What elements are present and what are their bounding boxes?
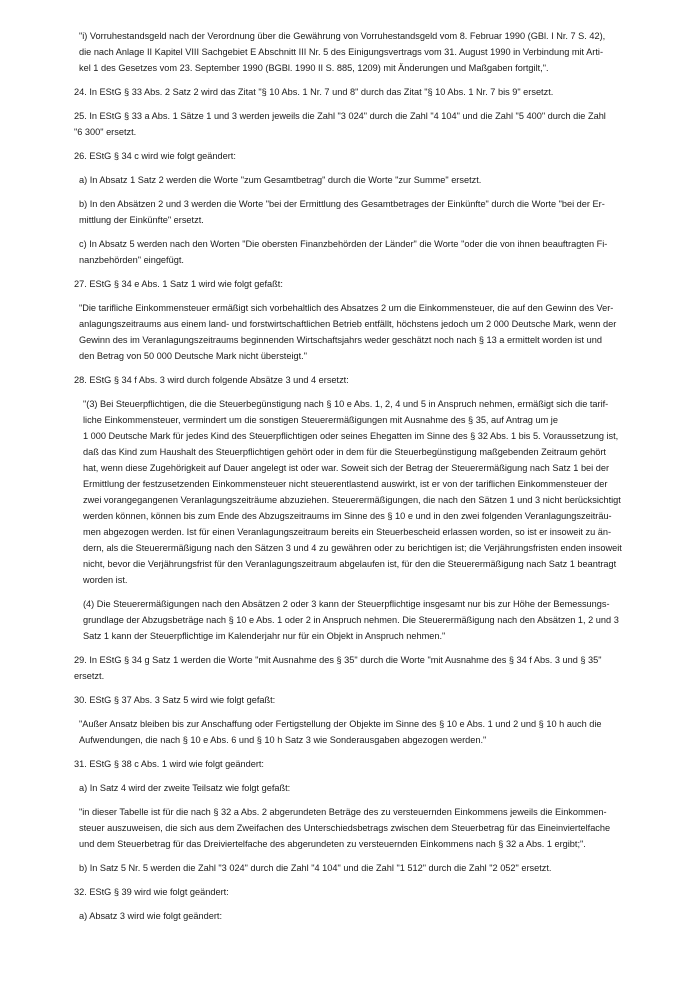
paragraph <box>74 908 628 924</box>
text-line: 32. EStG § 39 wird wie folgt geändert: <box>74 887 229 897</box>
paragraph <box>74 860 628 876</box>
text-line: 25. In EStG § 33 a Abs. 1 Sätze 1 und 3 werden jeweils die Zahl "3 024" durch die Zahl "4 104" und die Zahl "5 400" durch die Zahl <box>74 111 606 121</box>
paragraph <box>74 884 628 900</box>
paragraph <box>74 596 628 644</box>
paragraph <box>74 372 628 388</box>
text-line: 31. EStG § 38 c Abs. 1 wird wie folgt geändert: <box>74 759 264 769</box>
text-line: "6 300" ersetzt. <box>74 127 137 137</box>
text-line: "(3) Bei Steuerpflichtigen, die die Steuerbegünstigung nach § 10 e Abs. 1, 2, 4 und 5 in Anspruch nehmen, ermäßigt sich die tarif- <box>83 399 609 409</box>
paragraph <box>74 172 628 188</box>
text-line: nanzbehörden" eingefügt. <box>79 255 184 265</box>
text-line: 29. In EStG § 34 g Satz 1 werden die Worte "mit Ausnahme des § 35" durch die Worte "mit Ausnahme des § 34 f Abs. 3 und § 35" <box>74 655 602 665</box>
paragraph <box>74 716 628 748</box>
text-line: "Die tarifliche Einkommensteuer ermäßigt sich vorbehaltlich des Absatzes 2 um die Einkommensteuer, die auf den Gewinn des Ver- <box>79 303 614 313</box>
paragraph <box>74 652 628 684</box>
paragraph <box>74 28 628 76</box>
text-line: b) In Satz 5 Nr. 5 werden die Zahl "3 024" durch die Zahl "4 104" und die Zahl "1 512" durch die Zahl "2 052" ersetzt. <box>79 863 552 873</box>
text-line: daß das Kind zum Haushalt des Steuerpflichtigen gehört oder in dem für die Steuerbegünstigung maßgebenden Zeitraum gehört <box>83 447 606 457</box>
paragraph <box>74 756 628 772</box>
text-line: anlagungszeitraums aus einem land- und forstwirtschaftlichen Betrieb entfällt, höchstens jedoch um 2 000 Deutsche Mark, wenn der <box>79 319 617 329</box>
text-line: 1 000 Deutsche Mark für jedes Kind des Steuerpflichtigen oder seines Ehegatten im Sinne des § 32 Abs. 1 bis 5. Voraussetzung ist, <box>83 431 619 441</box>
paragraph <box>74 108 628 140</box>
paragraph <box>74 396 628 588</box>
text-line: grundlage der Abzugsbeträge nach § 10 e Abs. 1 oder 2 in Anspruch nehmen. Die Steuerermäßigung nach den Absätzen 1, 2 und 3 <box>83 615 619 625</box>
text-line: a) In Absatz 1 Satz 2 werden die Worte "zum Gesamtbetrag" durch die Worte "zur Summe" ersetzt. <box>79 175 482 185</box>
paragraph <box>74 804 628 852</box>
text-line: den Betrag von 50 000 Deutsche Mark nicht übersteigt." <box>79 351 307 361</box>
text-line: liche Einkommensteuer, vermindert um die sonstigen Steuerermäßigungen mit Ausnahme des § 35, auf Antrag um je <box>83 415 558 425</box>
text-line: Aufwendungen, die nach § 10 e Abs. 6 und § 10 h Satz 3 wie Sonderausgaben abgezogen werden." <box>79 735 487 745</box>
paragraph <box>74 692 628 708</box>
text-line: 24. In EStG § 33 Abs. 2 Satz 2 wird das Zitat "§ 10 Abs. 1 Nr. 7 und 8" durch das Zitat "§ 10 Abs. 1 Nr. 7 bis 9" ersetzt. <box>74 87 554 97</box>
paragraph <box>74 300 628 364</box>
text-line: b) In den Absätzen 2 und 3 werden die Worte "bei der Ermittlung des Gesamtbetrages der Einkünfte" durch die Worte "bei der Er- <box>79 199 605 209</box>
text-line: ersetzt. <box>74 671 105 681</box>
text-line: werden können, können bis zum Ende des Abzugszeitraums im Sinne des § 10 e und in den zwei folgenden Veranlagungszeiträu- <box>83 511 612 521</box>
text-line: hat, wenn diese Zugehörigkeit auf Dauer angelegt ist oder war. Soweit sich der Betrag der Steuerermäßigung nach Satz 1 bei der <box>83 463 610 473</box>
text-line: mittlung der Einkünfte" ersetzt. <box>79 215 204 225</box>
text-line: die nach Anlage II Kapitel VIII Sachgebiet E Abschnitt III Nr. 5 des Einigungsvertrags vom 31. August 1990 in Verbindung mit Arti- <box>79 47 603 57</box>
paragraph <box>74 196 628 228</box>
text-line: 30. EStG § 37 Abs. 3 Satz 5 wird wie folgt gefaßt: <box>74 695 276 705</box>
text-line: men abgezogen werden. Ist für einen Veranlagungszeitraum bereits ein Steuerbescheid erlassen worden, so ist er insoweit zu än- <box>83 527 612 537</box>
text-line: und dem Steuerbetrag für das Dreiviertelfache des abgerundeten zu versteuernden Einkommens nach § 32 a Abs. 1 ergibt;". <box>79 839 586 849</box>
text-line: Satz 1 kann der Steuerpflichtige im Kalenderjahr nur für ein Objekt in Anspruch nehmen." <box>83 631 446 641</box>
text-line: 28. EStG § 34 f Abs. 3 wird durch folgende Absätze 3 und 4 ersetzt: <box>74 375 349 385</box>
text-line: Gewinn des im Veranlagungszeitraums beginnenden Wirtschaftsjahrs weder geschätzt noch nach § 13 a ermittelt worden ist und <box>79 335 602 345</box>
text-line: 27. EStG § 34 e Abs. 1 Satz 1 wird wie folgt gefaßt: <box>74 279 283 289</box>
text-line: zwei vorangegangenen Veranlagungszeiträume abzuziehen. Steuerermäßigungen, die nach den Sätzen 1 und 3 nicht berücksichtigt <box>83 495 621 505</box>
text-line: worden ist. <box>83 575 128 585</box>
document-page <box>74 28 628 932</box>
text-line: kel 1 des Gesetzes vom 23. September 1990 (BGBl. 1990 II S. 885, 1209) mit Änderungen und Maßgaben fortgilt,". <box>79 63 549 73</box>
text-line: dern, als die Steuerermäßigung nach den Sätzen 3 und 4 zu gewähren oder zu berichtigen ist; die Verjährungsfristen enden insoweit <box>83 543 622 553</box>
paragraph <box>74 84 628 100</box>
text-line: "i) Vorruhestandsgeld nach der Verordnung über die Gewährung von Vorruhestandsgeld vom 8. Februar 1990 (GBl. I Nr. 7 S. 42), <box>79 31 606 41</box>
paragraph <box>74 148 628 164</box>
text-line: Ermittlung der festzusetzenden Einkommensteuer nicht steuerentlastend auswirkt, ist er von der tariflichen Einkommensteuer der <box>83 479 608 489</box>
text-line: steuer auszuweisen, die sich aus dem Zweifachen des Unterschiedsbetrags zwischen dem Steuerbetrag für das Eineinviertelfache <box>79 823 611 833</box>
text-line: a) In Satz 4 wird der zweite Teilsatz wie folgt gefaßt: <box>79 783 291 793</box>
text-line: (4) Die Steuerermäßigungen nach den Absätzen 2 oder 3 kann der Steuerpflichtige insgesamt nur bis zur Höhe der Bemessungs- <box>83 599 610 609</box>
text-line: c) In Absatz 5 werden nach den Worten "Die obersten Finanzbehörden der Länder" die Worte "oder die von ihnen beauftragten Fi- <box>79 239 608 249</box>
paragraph <box>74 780 628 796</box>
text-line: 26. EStG § 34 c wird wie folgt geändert: <box>74 151 236 161</box>
paragraph <box>74 276 628 292</box>
text-line: a) Absatz 3 wird wie folgt geändert: <box>79 911 222 921</box>
text-line: "in dieser Tabelle ist für die nach § 32 a Abs. 2 abgerundeten Beträge des zu versteuernden Einkommens jeweils die Einkommen- <box>79 807 607 817</box>
paragraph <box>74 236 628 268</box>
text-line: "Außer Ansatz bleiben bis zur Anschaffung oder Fertigstellung der Objekte im Sinne des § 10 e Abs. 1 und 2 und § 10 h auch die <box>79 719 602 729</box>
text-line: nicht, bevor die Verjährungsfrist für den Veranlagungszeitraum abgelaufen ist, für den die Steuerermäßigung nach Satz 1 beantragt <box>83 559 617 569</box>
